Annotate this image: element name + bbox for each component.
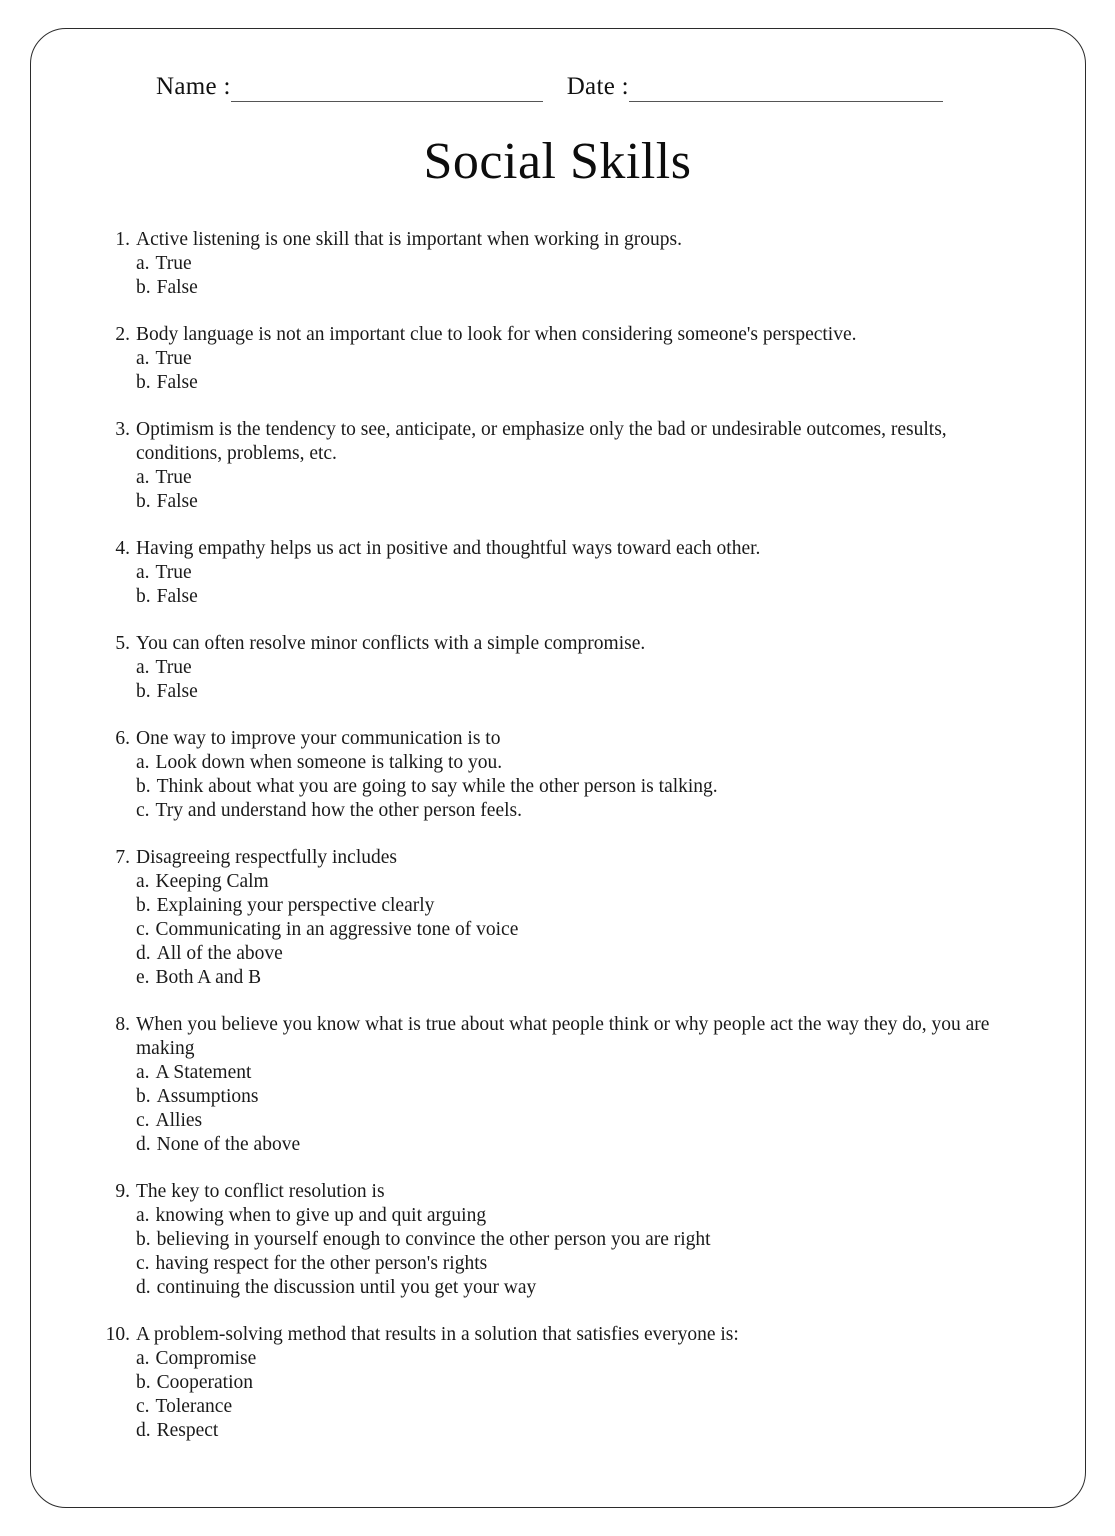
- option-letter: a.: [136, 348, 150, 369]
- question-number: 9.: [115, 1181, 130, 1202]
- option-text: Think about what you are going to say while the other person is talking.: [156, 776, 718, 797]
- option-letter: b.: [136, 372, 151, 393]
- name-label: Name :: [156, 73, 231, 100]
- option-item[interactable]: [96, 799, 1026, 823]
- option-letter: a.: [136, 1205, 150, 1226]
- name-input-line[interactable]: [231, 75, 543, 102]
- option-text: continuing the discussion until you get your way: [156, 1277, 537, 1298]
- option-list: [96, 751, 1026, 823]
- option-text: having respect for the other person's rights: [155, 1253, 488, 1274]
- option-item[interactable]: [96, 490, 1026, 514]
- option-letter: b.: [136, 1086, 151, 1107]
- option-text: All of the above: [156, 943, 283, 964]
- option-text: A Statement: [155, 1062, 252, 1083]
- option-item[interactable]: [96, 918, 1026, 942]
- option-text: Try and understand how the other person feels.: [155, 800, 522, 821]
- option-text: Assumptions: [156, 1086, 259, 1107]
- question-number: 8.: [115, 1014, 130, 1035]
- option-text: Communicating in an aggressive tone of voice: [155, 919, 519, 940]
- question-block: [96, 846, 1026, 990]
- question-text: You can often resolve minor conflicts with a simple compromise.: [136, 633, 646, 654]
- option-item[interactable]: [96, 1347, 1026, 1371]
- question-block: [96, 727, 1026, 823]
- option-item[interactable]: [96, 1371, 1026, 1395]
- option-letter: c.: [136, 1253, 150, 1274]
- question-number: 7.: [115, 847, 130, 868]
- date-label: Date :: [566, 73, 629, 100]
- option-item[interactable]: [96, 1085, 1026, 1109]
- option-list: [96, 561, 1026, 609]
- question-number: 4.: [115, 538, 130, 559]
- option-text: False: [156, 491, 198, 512]
- question-stem: [96, 1323, 1026, 1347]
- question-text: One way to improve your communication is to: [136, 728, 501, 749]
- option-item[interactable]: [96, 371, 1026, 395]
- option-letter: a.: [136, 752, 150, 773]
- question-stem: [96, 1013, 1026, 1061]
- question-stem: [96, 727, 1026, 751]
- option-text: True: [155, 657, 192, 678]
- option-item[interactable]: [96, 680, 1026, 704]
- question-text: Active listening is one skill that is important when working in groups.: [136, 229, 682, 250]
- option-text: True: [155, 348, 192, 369]
- date-field-group: [567, 72, 943, 102]
- option-list: [96, 870, 1026, 990]
- option-letter: e.: [136, 967, 150, 988]
- option-text: True: [155, 253, 192, 274]
- option-list: [96, 1204, 1026, 1300]
- question-text: Having empathy helps us act in positive and thoughtful ways toward each other.: [136, 538, 761, 559]
- option-text: Allies: [155, 1110, 203, 1131]
- option-item[interactable]: [96, 656, 1026, 680]
- option-list: [96, 656, 1026, 704]
- option-letter: a.: [136, 657, 150, 678]
- question-list: [96, 228, 1026, 1443]
- option-text: Cooperation: [156, 1372, 254, 1393]
- question-text: When you believe you know what is true about what people think or why people act the way they do, you are making: [136, 1014, 990, 1059]
- option-letter: a.: [136, 1348, 150, 1369]
- option-item[interactable]: [96, 775, 1026, 799]
- question-stem: [96, 537, 1026, 561]
- option-text: knowing when to give up and quit arguing: [155, 1205, 487, 1226]
- question-number: 3.: [115, 419, 130, 440]
- option-list: [96, 347, 1026, 395]
- option-item[interactable]: [96, 966, 1026, 990]
- question-block: [96, 323, 1026, 395]
- option-letter: c.: [136, 1396, 150, 1417]
- option-item[interactable]: [96, 1276, 1026, 1300]
- option-text: Both A and B: [155, 967, 262, 988]
- question-block: [96, 228, 1026, 300]
- option-item[interactable]: [96, 1133, 1026, 1157]
- option-letter: b.: [136, 895, 151, 916]
- question-stem: [96, 228, 1026, 252]
- option-letter: a.: [136, 1062, 150, 1083]
- option-text: True: [155, 562, 192, 583]
- option-item[interactable]: [96, 1204, 1026, 1228]
- option-item[interactable]: [96, 276, 1026, 300]
- question-number: 5.: [115, 633, 130, 654]
- option-letter: a.: [136, 871, 150, 892]
- option-letter: c.: [136, 800, 150, 821]
- option-item[interactable]: [96, 347, 1026, 371]
- option-text: Respect: [156, 1420, 219, 1441]
- option-item[interactable]: [96, 561, 1026, 585]
- option-letter: d.: [136, 1277, 151, 1298]
- question-text: The key to conflict resolution is: [136, 1181, 385, 1202]
- option-item[interactable]: [96, 751, 1026, 775]
- question-text: Optimism is the tendency to see, anticipate, or emphasize only the bad or undesirable outcomes, results, conditions, problems, etc.: [136, 419, 947, 464]
- option-item[interactable]: [96, 1419, 1026, 1443]
- question-stem: [96, 632, 1026, 656]
- question-block: [96, 632, 1026, 704]
- question-block: [96, 418, 1026, 514]
- option-letter: b.: [136, 586, 151, 607]
- option-text: Compromise: [155, 1348, 257, 1369]
- option-letter: c.: [136, 1110, 150, 1131]
- option-text: Tolerance: [155, 1396, 233, 1417]
- question-number: 2.: [115, 324, 130, 345]
- question-number: 1.: [115, 229, 130, 250]
- option-letter: d.: [136, 943, 151, 964]
- option-item[interactable]: [96, 585, 1026, 609]
- header-fields: [104, 62, 1016, 102]
- option-text: Keeping Calm: [155, 871, 269, 892]
- option-list: [96, 466, 1026, 514]
- option-item[interactable]: [96, 1228, 1026, 1252]
- date-input-line[interactable]: [629, 75, 943, 102]
- option-text: believing in yourself enough to convince the other person you are right: [156, 1229, 711, 1250]
- option-letter: b.: [136, 681, 151, 702]
- option-letter: d.: [136, 1420, 151, 1441]
- option-item[interactable]: [96, 1395, 1026, 1419]
- option-item[interactable]: [96, 870, 1026, 894]
- option-text: False: [156, 586, 198, 607]
- option-list: [96, 1347, 1026, 1443]
- question-block: [96, 1323, 1026, 1443]
- option-letter: b.: [136, 776, 151, 797]
- option-text: False: [156, 681, 198, 702]
- option-item[interactable]: [96, 1109, 1026, 1133]
- option-text: False: [156, 372, 198, 393]
- question-stem: [96, 418, 1026, 466]
- question-stem: [96, 1180, 1026, 1204]
- option-letter: d.: [136, 1134, 151, 1155]
- question-stem: [96, 846, 1026, 870]
- option-letter: a.: [136, 467, 150, 488]
- option-item[interactable]: [96, 894, 1026, 918]
- option-item[interactable]: [96, 466, 1026, 490]
- question-stem: [96, 323, 1026, 347]
- option-letter: b.: [136, 1372, 151, 1393]
- option-text: Look down when someone is talking to you.: [155, 752, 503, 773]
- option-letter: b.: [136, 1229, 151, 1250]
- option-text: None of the above: [156, 1134, 301, 1155]
- option-item[interactable]: [96, 1061, 1026, 1085]
- option-item[interactable]: [96, 942, 1026, 966]
- name-field-group: [156, 72, 543, 102]
- question-text: Disagreeing respectfully includes: [136, 847, 397, 868]
- option-text: False: [156, 277, 198, 298]
- option-item[interactable]: [96, 252, 1026, 276]
- page-title: Social Skills: [423, 133, 692, 190]
- question-text: Body language is not an important clue to look for when considering someone's perspective.: [136, 324, 857, 345]
- option-list: [96, 1061, 1026, 1157]
- option-letter: c.: [136, 919, 150, 940]
- option-letter: a.: [136, 253, 150, 274]
- option-item[interactable]: [96, 1252, 1026, 1276]
- question-number: 6.: [115, 728, 130, 749]
- question-number: 10.: [105, 1324, 130, 1345]
- question-block: [96, 537, 1026, 609]
- question-text: A problem-solving method that results in a solution that satisfies everyone is:: [136, 1324, 739, 1345]
- option-letter: a.: [136, 562, 150, 583]
- question-block: [96, 1013, 1026, 1157]
- option-letter: b.: [136, 277, 151, 298]
- question-block: [96, 1180, 1026, 1300]
- option-text: Explaining your perspective clearly: [156, 895, 435, 916]
- option-list: [96, 252, 1026, 300]
- option-text: True: [155, 467, 192, 488]
- option-letter: b.: [136, 491, 151, 512]
